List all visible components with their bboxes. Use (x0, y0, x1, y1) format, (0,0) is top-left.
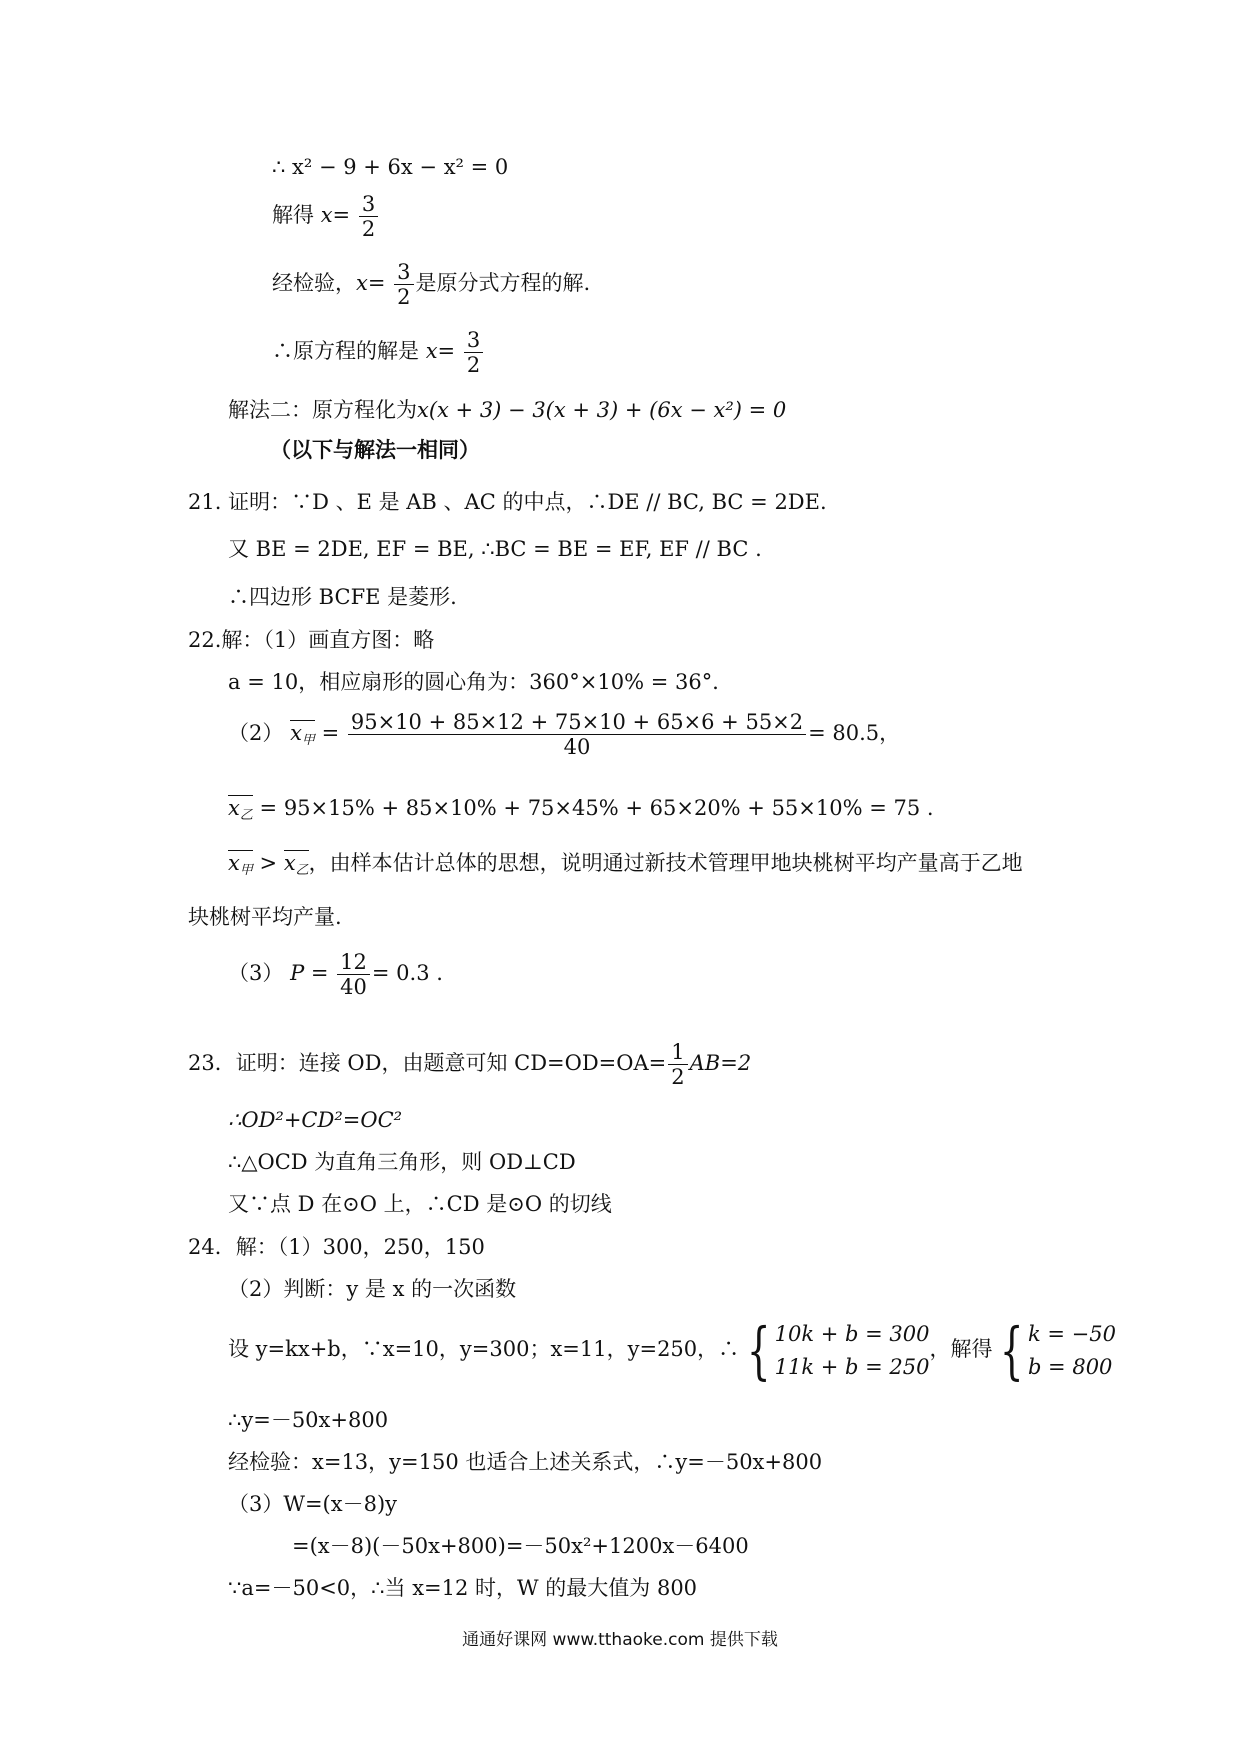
q23-line-4: 又∵点 D 在⊙O 上，∴CD 是⊙O 的切线 (228, 1192, 612, 1216)
q23-line-3: ∴△OCD 为直角三角形，则 OD⊥CD (228, 1150, 576, 1174)
equation-system (739, 1313, 930, 1387)
var-x: x (356, 271, 368, 296)
system-row: 10k + b = 300 (774, 1322, 930, 1346)
system-prefix: 设 y=kx+b，∵x=10，y=300；x=11，y=250，∴ (228, 1337, 740, 1362)
q24-line-1: 24．解：（1）300，250，150 (188, 1235, 485, 1259)
var-x: x (228, 796, 240, 820)
equation-line: ∴ x² − 9 + 6x − x² = 0 (272, 155, 509, 179)
same-as-method-one-note: （以下与解法一相同） (270, 438, 480, 462)
comparison-text: ，由样本估计总体的思想，说明通过新技术管理甲地块桃树平均产量高于乙地 (308, 851, 1023, 875)
solution-label: 解得 (272, 203, 314, 228)
check-tail: 是原分式方程的解. (415, 271, 591, 296)
q24-line-7: =(x－8)(－50x+800)=－50x²+1200x－6400 (292, 1534, 749, 1558)
q23-tail: AB=2 (689, 1051, 752, 1076)
q24-line-8: ∵a=－50<0，∴当 x=12 时，W 的最大值为 800 (228, 1576, 698, 1600)
system-row: b = 800 (1027, 1354, 1113, 1379)
method-two-line (228, 398, 786, 423)
equals-sign: = (332, 203, 351, 228)
numerator: 3 (464, 328, 483, 353)
method-two-expression: x(x + 3) − 3(x + 3) + (6x − x²) = 0 (417, 398, 787, 422)
q23-line-2: ∴OD²+CD²=OC² (228, 1108, 403, 1132)
fraction (668, 1040, 687, 1089)
mean-symbol: $x_甲$ (228, 851, 253, 878)
numerator: 1 (668, 1040, 687, 1065)
left-brace: { (747, 1313, 771, 1387)
denominator: 40 (340, 975, 367, 1000)
check-label: 经检验， (272, 271, 356, 296)
part-label: （2） (228, 721, 284, 746)
equals-sign: = (367, 271, 386, 296)
var-x: x (290, 721, 302, 746)
var-p: P (290, 961, 305, 986)
var-x: x (320, 203, 333, 228)
q23-line-1 (188, 1040, 751, 1089)
q22-comparison-cont: 块桃树平均产量. (188, 905, 342, 929)
q24-line-4: ∴y=－50x+800 (228, 1408, 389, 1432)
numerator: 3 (359, 192, 378, 217)
system-row: 11k + b = 250 (774, 1354, 930, 1379)
part-label: （3） (228, 961, 284, 986)
mean-expression: = 95×15% + 85×10% + 75×45% + 65×20% + 55×10% = 75 . (259, 796, 934, 820)
denominator: 40 (563, 735, 591, 760)
page-footer: 通通好课网 www.tthaoke.com 提供下载 (462, 1630, 778, 1650)
fraction (337, 950, 370, 999)
answer-line (272, 328, 485, 377)
numerator: 3 (394, 260, 413, 285)
q21-line-2: 又 BE = 2DE, EF = BE, ∴BC = BE = EF, EF // BC . (228, 537, 762, 561)
q21-line-1: 21. 证明：∵D 、E 是 AB 、AC 的中点，∴DE // BC, BC = 2DE. (188, 490, 827, 514)
q22-mean-jia: （2） $x_甲$ = $\frac{95\times 10 + 85\times 12 + 75\times 10 + 65\times 6 + 55\times 2}{40}$ = 80.5， (228, 710, 901, 760)
denominator: 2 (671, 1065, 685, 1090)
mean-symbol: $x_乙$ (283, 851, 309, 878)
subscript: 乙 (295, 862, 309, 878)
system-row: k = −50 (1027, 1322, 1116, 1346)
q21-line-3: ∴四边形 BCFE 是菱形. (228, 585, 457, 609)
mean-symbol (228, 795, 253, 823)
denominator: 2 (397, 285, 411, 310)
solve-label: ，解得 (929, 1337, 993, 1362)
numerator: 12 (337, 950, 370, 975)
fraction (394, 260, 413, 309)
solution-system (992, 1313, 1116, 1387)
q24-system-line (228, 1313, 1116, 1387)
q23-prefix: 23．证明：连接 OD，由题意可知 CD=OD=OA= (188, 1051, 667, 1076)
denominator: 2 (361, 217, 376, 242)
solution-line (272, 192, 380, 241)
q22-line-1: 22.解：（1）画直方图：略 (188, 628, 435, 652)
left-brace: { (1000, 1313, 1025, 1387)
subscript: 乙 (239, 807, 253, 823)
q22-probability: （3） P = $\frac{12}{40}$ = 0.3 . (228, 950, 443, 1000)
answer-label: ∴原方程的解是 (272, 339, 419, 364)
numerator: 95×10 + 85×12 + 75×10 + 65×6 + 55×2 (348, 710, 806, 735)
mean-result: = 80.5， (808, 721, 901, 746)
fraction (359, 192, 378, 241)
denominator: 2 (466, 353, 481, 378)
mean-symbol (290, 720, 315, 749)
method-two-label: 解法二：原方程化为 (228, 398, 417, 422)
q22-line-2: a = 10，相应扇形的圆心角为：360°×10% = 36°． (228, 670, 734, 694)
subscript: 甲 (301, 733, 315, 749)
equals-sign: = (437, 339, 456, 364)
probability-result: = 0.3 . (371, 961, 443, 986)
q24-line-5: 经检验：x=13，y=150 也适合上述关系式，∴y=－50x+800 (228, 1450, 823, 1474)
var-x: x (425, 339, 438, 364)
q24-line-6: （3）W=(x－8)y (228, 1492, 397, 1516)
q22-comparison: $x_甲 > x_乙$，由样本估计总体的思想，说明通过新技术管理甲地块桃树平均产量高于乙地 (228, 851, 1023, 878)
subscript: 甲 (239, 862, 253, 878)
check-line (272, 260, 590, 309)
fraction (464, 328, 483, 377)
q24-line-2: （2）判断：y 是 x 的一次函数 (228, 1277, 517, 1301)
q22-mean-yi (228, 795, 934, 821)
fraction (348, 710, 806, 759)
